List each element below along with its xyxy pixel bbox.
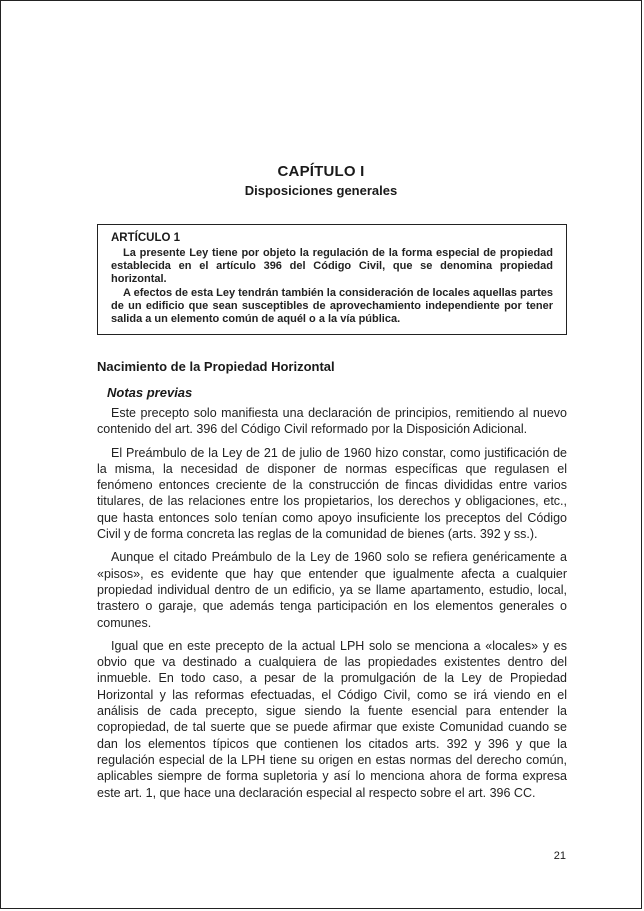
article-heading: ARTÍCULO 1	[111, 232, 180, 244]
page-number: 21	[553, 850, 566, 862]
article-paragraph-1: La presente Ley tiene por objeto la regulación de la forma especial de propiedad establecida en el artículo 396 del Código Civil, que se denomina propiedad horizontal.	[111, 247, 553, 286]
chapter-title: CAPÍTULO I	[277, 163, 365, 180]
notes-heading: Notas previas	[107, 385, 193, 400]
body-text	[97, 405, 567, 808]
body-paragraph-3: Aunque el citado Preámbulo de la Ley de 1960 solo se refiera genéricamente a «pisos», es evidente que hay que entender que igualmente afecta a cualquier propiedad individual dentro de un edificio, ya se llame apartamento, estudio, local, trastero o garaje, que además tenga participación en los elementos generales o comunes.	[97, 550, 567, 630]
body-paragraph-1: Este precepto solo manifiesta una declaración de principios, remitiendo al nuevo contenido del art. 396 del Código Civil reformado por la Disposición Adicional.	[97, 406, 567, 437]
body-paragraph-2: El Preámbulo de la Ley de 21 de julio de 1960 hizo constar, como justificación de la misma, la necesidad de disponer de normas específicas que regulasen el fenómeno entonces creciente de la construcción de fincas divididas entre varios titulares, de las relaciones entre los propietarios, los derechos y obligaciones, etc., que hasta entonces solo tenían como apoyo insuficiente los preceptos del Código Civil y de forma concreta las reglas de la comunidad de bienes (arts. 392 y ss.).	[97, 445, 567, 542]
article-paragraph-2: A efectos de esta Ley tendrán también la consideración de locales aquellas partes de un edificio que sean susceptibles de aprovechamiento independiente por tener salida a un elemento común de aquél o a la vía pública.	[111, 286, 553, 326]
body-paragraph-4: Igual que en este precepto de la actual LPH solo se menciona a «locales» y es obvio que va destinado a cualquiera de las propiedades existentes dentro del inmueble. En todo caso, a pesar de la promulgación de la Ley de Propiedad Horizontal y las reformas efectuadas, el Código Civil, como se irá viendo en el análisis de cada precepto, sigue siendo la fuente esencial para entender la copropiedad, de tal suerte que se puede afirmar que existe Comunidad cuando se dan los elementos típicos que contienen los citados arts. 392 y 396 y que la regulación especial de la LPH tiene su origen en estas normas del derecho común, aplicables siempre de forma supletoria y así lo menciona ahora de forma expresa este art. 1, que hace una declaración especial al respecto sobre el art. 396 CC.	[97, 638, 567, 800]
chapter-subtitle: Disposiciones generales	[244, 183, 398, 198]
article-box	[97, 224, 567, 335]
section-heading: Nacimiento de la Propiedad Horizontal	[97, 359, 335, 374]
